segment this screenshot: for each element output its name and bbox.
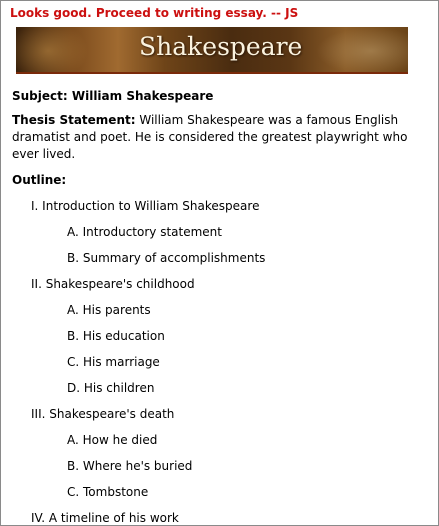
outline-item: III. Shakespeare's death <box>31 407 175 421</box>
outline-subitem: B. His education <box>67 329 165 343</box>
banner-title: Shakespeare <box>139 32 303 61</box>
outline-heading: Outline: <box>12 173 67 187</box>
thesis-statement <box>12 112 422 163</box>
outline-subitem: A. His parents <box>67 303 151 317</box>
outline-item: I. Introduction to William Shakespeare <box>31 199 260 213</box>
banner-decoration-right <box>316 27 408 72</box>
outline-subitem: B. Summary of accomplishments <box>67 251 266 265</box>
outline-item: IV. A timeline of his work <box>31 511 179 525</box>
banner-rule <box>16 72 408 74</box>
outline-subitem: B. Where he's buried <box>67 459 193 473</box>
thesis-label: Thesis Statement: <box>12 113 136 127</box>
shakespeare-banner <box>16 27 408 72</box>
banner-decoration-left <box>16 27 88 72</box>
outline-subitem: C. His marriage <box>67 355 160 369</box>
thesis-text: William Shakespeare was a famous English dramatist and poet. He is considered the greatest playwright who ever lived. <box>12 113 408 161</box>
outline-subitem: C. Tombstone <box>67 485 149 499</box>
outline-subitem: A. How he died <box>67 433 158 447</box>
outline-item: II. Shakespeare's childhood <box>31 277 195 291</box>
outline-subitem: D. His children <box>67 381 155 395</box>
reviewer-comment: Looks good. Proceed to writing essay. -- JS <box>10 6 299 20</box>
outline-subitem: A. Introductory statement <box>67 225 222 239</box>
subject-line: Subject: William Shakespeare <box>12 89 214 103</box>
